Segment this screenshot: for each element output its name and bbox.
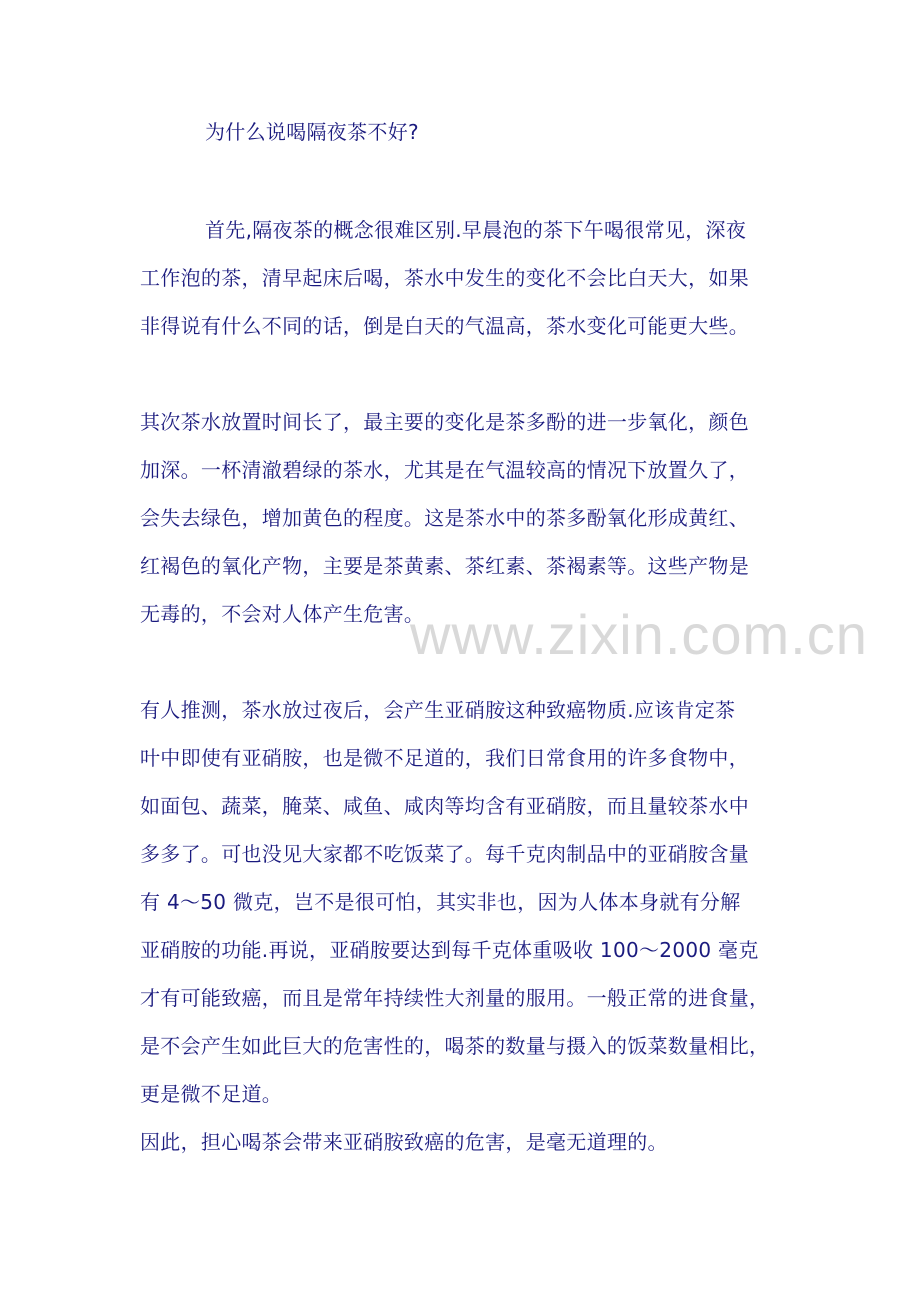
- paragraph-4-line-1: 因此，担心喝茶会带来亚硝胺致癌的危害，是毫无道理的。: [140, 1130, 668, 1154]
- paragraph-2-line-5: 无毒的，不会对人体产生危害。: [140, 602, 425, 626]
- paragraph-1-line-1: 首先,隔夜茶的概念很难区别.早晨泡的茶下午喝很常见，深夜: [205, 218, 747, 242]
- paragraph-2-line-2: 加深。一杯清澈碧绿的茶水，尤其是在气温较高的情况下放置久了，: [140, 458, 749, 482]
- paragraph-3-line-5: 有 4～50 微克，岂不是很可怕，其实非也，因为人体本身就有分解: [140, 890, 741, 914]
- paragraph-3-line-6: 亚硝胺的功能.再说，亚硝胺要达到每千克体重吸收 100～2000 毫克: [140, 938, 759, 962]
- paragraph-3-line-3: 如面包、蔬菜，腌菜、咸鱼、咸肉等均含有亚硝胺，而且量较茶水中: [140, 794, 749, 818]
- document-title: 为什么说喝隔夜茶不好?: [205, 120, 419, 144]
- paragraph-1-line-2: 工作泡的茶，清早起床后喝，茶水中发生的变化不会比白天大，如果: [140, 266, 749, 290]
- paragraph-3-line-2: 叶中即使有亚硝胺，也是微不足道的，我们日常食用的许多食物中，: [140, 746, 749, 770]
- paragraph-3-line-8: 是不会产生如此巨大的危害性的，喝茶的数量与摄入的饭菜数量相比，: [140, 1034, 770, 1058]
- paragraph-3-line-9: 更是微不足道。: [140, 1082, 283, 1106]
- watermark: www.zixin.com.cn: [410, 603, 868, 666]
- paragraph-3-line-4: 多多了。可也没见大家都不吃饭菜了。每千克肉制品中的亚硝胺含量: [140, 842, 749, 866]
- paragraph-3-line-7: 才有可能致癌，而且是常年持续性大剂量的服用。一般正常的进食量，: [140, 986, 770, 1010]
- paragraph-1-line-3: 非得说有什么不同的话，倒是白天的气温高，茶水变化可能更大些。: [140, 314, 749, 338]
- paragraph-3-line-1: 有人推测，茶水放过夜后，会产生亚硝胺这种致癌物质.应该肯定茶: [140, 698, 736, 722]
- paragraph-2-line-4: 红褐色的氧化产物，主要是茶黄素、茶红素、茶褐素等。这些产物是: [140, 554, 749, 578]
- paragraph-2-line-3: 会失去绿色，增加黄色的程度。这是茶水中的茶多酚氧化形成黄红、: [140, 506, 749, 530]
- paragraph-2-line-1: 其次茶水放置时间长了，最主要的变化是茶多酚的进一步氧化，颜色: [140, 410, 749, 434]
